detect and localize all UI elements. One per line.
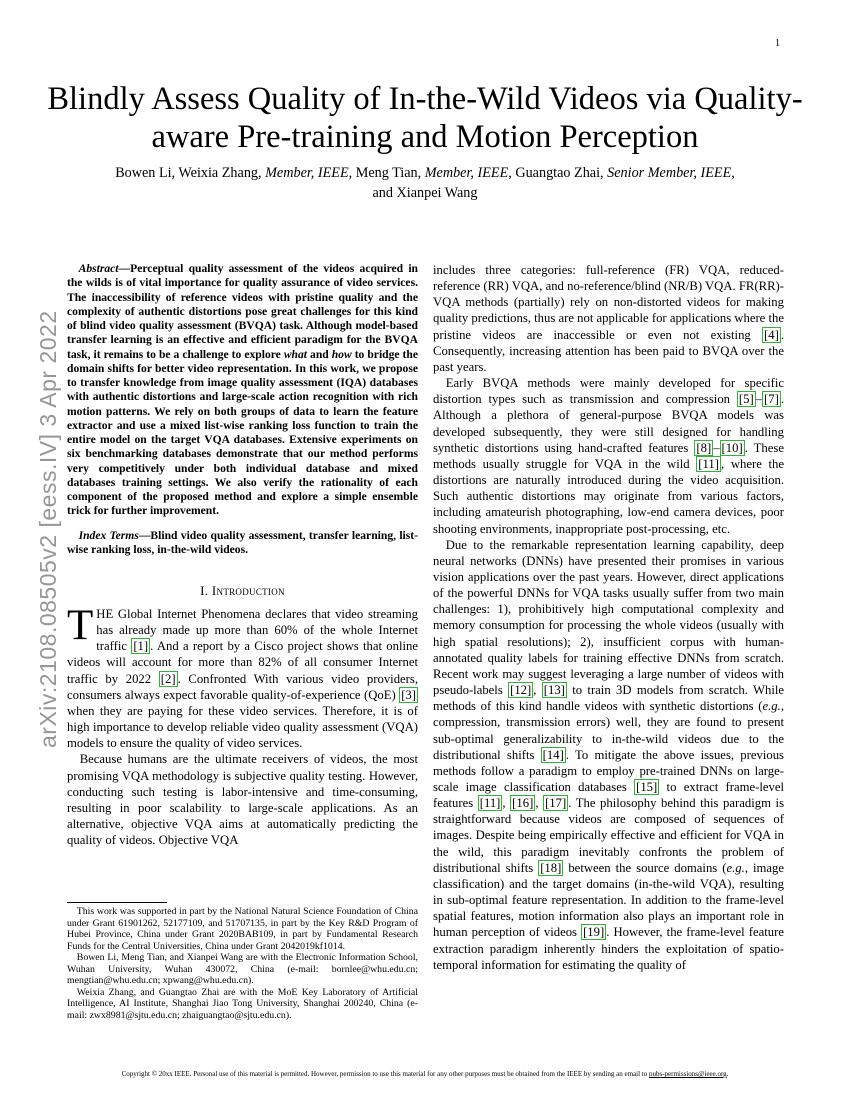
body-paragraph [67,602,419,751]
left-column [67,262,418,848]
text-run: Early BVQA methods were mainly developed for specific distortion types such as transmission and compression [433,376,784,407]
left-body-text [67,602,419,848]
authors-line-2: and Xianpei Wang [372,185,478,201]
paper-title: Blindly Assess Quality of In-the-Wild Videos via Quality-aware Pre-training and Motion Perception [47,81,803,155]
right-body-text [433,262,784,973]
text-run: . Although a plethora of general-purpose BVQA models was developed subsequently, they were still designed for handling synthetic distortions using hand-crafted features [433,392,784,455]
citation-link[interactable]: [16] [512,796,534,811]
citation-link[interactable]: [7] [764,392,779,407]
text-run: e.g. [762,699,781,714]
text-run: , compression, transmission errors) well, they are found to present sub-optimal generalizability to in-the-wild videos due to the distributional shifts [433,699,784,762]
body-paragraph [433,375,784,537]
citation-link[interactable]: [18] [540,860,562,875]
text-run: includes three categories: full-reference (FR) VQA, reduced-reference (RR) VQA, and no-reference/blind (NR/B) VQA. FR(RR)-VQA methods (partially) rely on non-distorted videos for making quality predictions, thus are not applicable for applications where the pristine videos are inaccessible or even not existing [433,263,784,342]
body-paragraph [433,537,784,973]
footnote: Weixia Zhang, and Guangtao Zhai are with the MoE Key Laboratory of Artificial Intelligence, AI Institute, Shanghai Jiao Tong University, Shanghai 200240, China (e-mail: zwx8981@sjtu.edu.cn; zhaiguangtao@sjtu.edu.cn). [67,986,418,1021]
text-run: —Perceptual quality assessment of the videos acquired in the wilds is of vital importance for quality assurance of video services. The inaccessibility of reference videos with pristine quality and the complexity of authentic distortions pose great challenges for this kind of blind video quality assessment (BVQA) task. Although model-based transfer learning is an effective and efficient paradigm for the BVQA task, it remains to be a challenge to explore [67,262,418,361]
text-run: . Consequently, increasing attention has been paid to BVQA over the past years. [433,327,784,374]
abstract-text [67,262,418,517]
author-membership: Member, IEEE, [265,165,353,181]
citation-link[interactable]: [19] [583,925,605,940]
citation-link[interactable]: [5] [738,392,754,407]
index-terms-label: Index Terms [78,528,139,542]
citation-link[interactable]: [13] [543,683,565,698]
author-membership: Senior Member, IEEE, [607,165,735,181]
body-paragraph [67,751,418,848]
text-run: to train 3D models from scratch. While methods of this kind handle videos with synthetic distortions ( [433,683,785,714]
text-run: when they are paying for these video services. Therefore, it is of high importance to develop reliable video quality assessment (VQA) models to ensure the quality of video services. [67,703,418,751]
permissions-email-link[interactable]: pubs-permissions@ieee.org [648,1070,727,1078]
citation-link[interactable]: [8] [696,440,712,455]
text-run: Due to the remarkable representation learning capability, deep neural networks (DNNs) have presented their promises in various vision applications over the past years. However, direct applications of the powerful DNNs for VQA tasks usually suffer from two main challenges: 1), prohibitively high computational complexity and memory consumption for processing the whole videos (usually with high spatial resolutions); 2), insufficient corpus with human-annotated quality labels for training effective DNNs from scratch. Recent work may suggest leveraging a large number of videos with pseudo-labels [433,537,784,698]
text-run: . And a report by a Cisco project shows that online videos will account for more than 82% of all consumer Internet traffic by 2022 [67,639,418,686]
text-run: . Confronted With various video providers, consumers always expect favorable quality-of-experience (QoE) [67,671,419,702]
abstract-label: Abstract [78,262,119,275]
citation-link[interactable]: [17] [545,796,567,811]
text-run: to bridge the domain shifts for better video representation. In this work, we propose to transfer knowledge from image quality assessment (IQA) databases with authentic distortions and large-scale action recognition with rich motion patterns. We rely on both groups of data to learn the feature extractor and use a mixed list-wise ranking loss function to train the entire model on the target VQA databases. Extensive experiments on six benchmarking databases demonstrate that our method performs very competitively under both individual database and mixed databases training settings. We also verify the rationality of each component of the proposed method and explore a simple ensemble trick for further improvement. [67,347,419,518]
footnote: Bowen Li, Meng Tian, and Xianpei Wang are with the Electronic Information School, Wuhan University, Wuhan 430072, China (e-mail: bornlee@whu.edu.cn; mengtian@whu.edu.cn; xpwang@whu.edu.cn). [67,952,418,986]
arxiv-watermark: arXiv:2108.08505v2 [eess.IV] 3 Apr 2022 [35,310,61,748]
text-run: . However, the frame-level feature extraction paradigm inherently hinders the exploitation of spatio-temporal information for estimating the quality of [433,925,784,972]
text-run: Because humans are the ultimate receivers of videos, the most promising VQA methodology is subjective quality testing. However, conducting such testing is labor-intensive and time-consuming, resulting in poor scalability to large-scale applications. As an alternative, objective VQA aims at automatically predicting the quality of videos. Objective VQA [67,752,418,848]
text-run: . These methods usually struggle for VQA in the wild [433,440,784,471]
author-name: Bowen Li, Weixia Zhang, [115,165,266,181]
citation-link[interactable]: [12] [510,683,532,698]
citation-link[interactable]: [10] [721,440,743,455]
text-run: to extract frame-level features [433,780,784,811]
copyright-end: . [726,1070,729,1078]
author-name: Meng Tian, [352,165,425,181]
citation-link[interactable]: [3] [401,687,416,702]
text-run: , where the distortions are naturally introduced during the video acquisition. Such authentic distortions may originate from various factors, including amateurish photographing, low-end camera devices, poor shooting environments, inappropriate post-processing, etc. [433,456,785,536]
text-run: between the source domains ( [563,860,727,875]
drop-cap: T [67,602,94,649]
text-run: – [755,392,763,407]
index-terms [67,529,418,558]
citation-link[interactable]: [14] [542,747,564,762]
text-run: HE Global Internet Phenomena declares that video streaming has already made up more than 60% of the whole Internet traffic [96,607,418,654]
text-run: , [533,683,542,698]
author-name: Guangtao Zhai, [511,165,608,181]
body-paragraph [433,262,784,375]
text-run: , image classification) and the target domains (in-the-wild VQA), resulting in sub-optimal feature representation. In addition to the frame-level spatial features, motion information also plays an important role in human perception of videos [433,860,784,940]
text-run: how [331,347,352,361]
text-run: and [307,347,332,361]
authors-line-1 [50,163,800,183]
citation-link[interactable]: [1] [133,639,149,654]
abstract [67,262,418,519]
citation-link[interactable]: [11] [479,796,501,811]
text-run: . The philosophy behind this paradigm is straightforward because videos are composed of sequences of images. Despite being empirically effective and efficient for VQA in the wild, this paradigm inevitably confronts the problem of distributional shifts [433,796,785,875]
copyright-text: Copyright © 20xx IEEE. Personal use of this material is permitted. However, permission to use this material for any other purposes must be obtained from the IEEE by sending an email to [121,1070,649,1078]
copyright-notice [0,1070,850,1078]
text-run: e.g. [726,860,745,875]
page-number: 1 [775,38,780,49]
citation-link[interactable]: [4] [764,327,779,342]
citation-link[interactable]: [2] [160,671,176,686]
text-run: – [713,440,720,455]
footnote-rule [67,902,167,903]
citation-link[interactable]: [15] [636,780,658,794]
section-heading: I. Introduction [200,583,285,598]
index-terms-text: —Blind video quality assessment, transfer learning, list-wise ranking loss, in-the-wild videos. [67,528,418,556]
text-run: , [502,796,511,811]
footnote: This work was supported in part by the National Natural Science Foundation of China under Grant 61901262, 52177109, and 51707135, in part by the Key R&D Program of Hubei Province, China under Grant 2020BAB109, in part by Fundamental Research Funds for the Central Universities, China under Grant 2042019kf1014. [67,906,418,952]
citation-link[interactable]: [11] [698,456,719,471]
author-list [50,163,800,203]
author-membership: Member, IEEE, [424,165,512,181]
text-run: , [535,796,544,811]
text-run: what [283,347,308,361]
text-run: . To mitigate the above issues, previous methods follow a paradigm to employ pre-trained DNNs on large-scale image classification databases [433,747,784,794]
right-column [433,262,784,973]
footnotes [67,906,418,1021]
